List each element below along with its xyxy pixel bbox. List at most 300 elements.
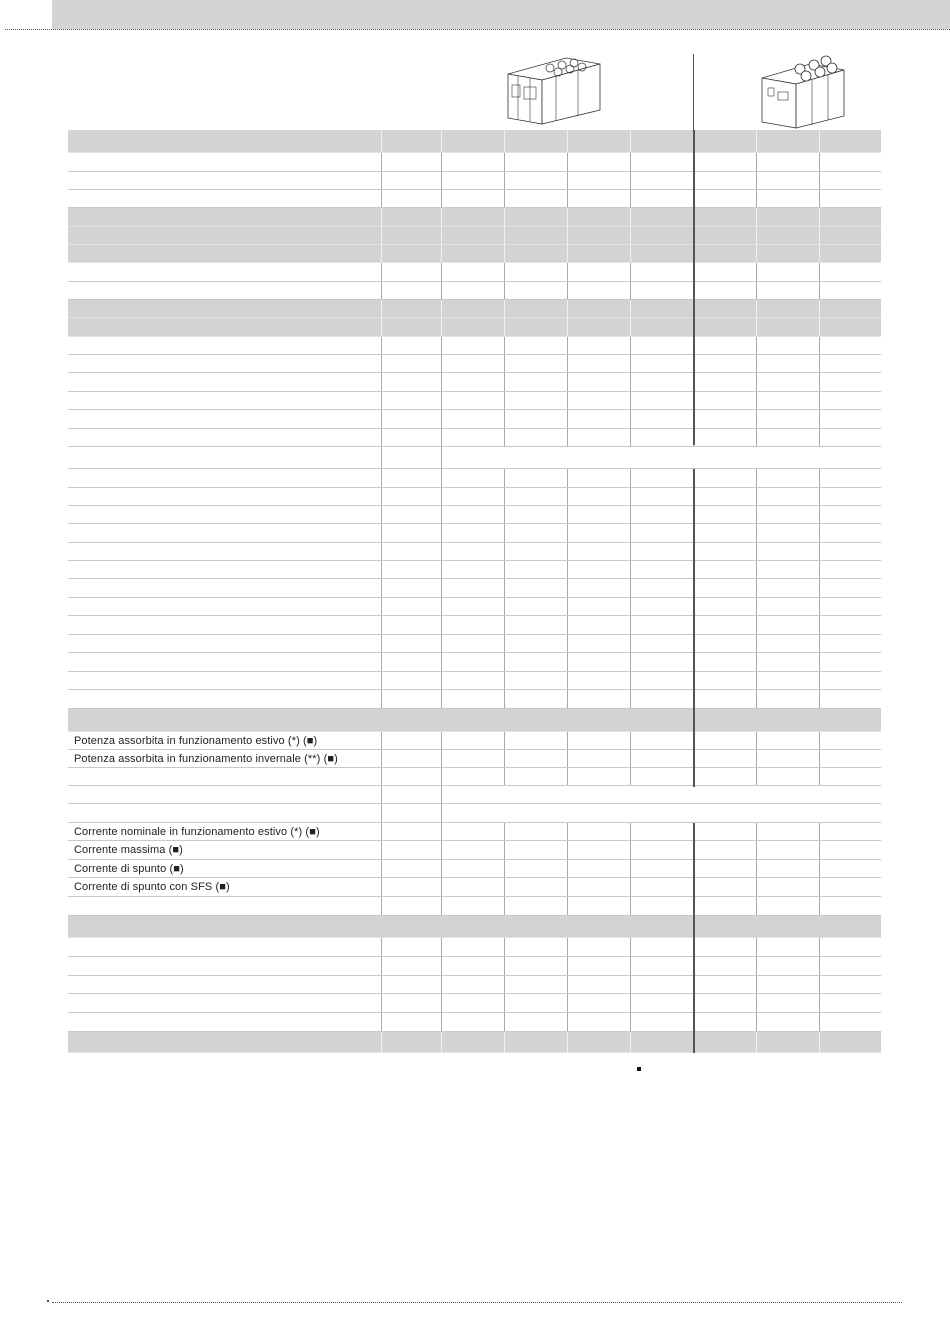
table-grid-line [756,616,757,634]
table-grid-line [381,208,382,226]
table-grid-line [819,653,820,671]
table-grid-line [441,579,442,597]
table-grid-line [819,190,820,207]
table-grid-line [504,190,505,207]
table-grid-line [630,392,631,409]
table-grid-line [381,543,382,560]
table-grid-line [756,768,757,785]
table-row [68,976,881,994]
table-grid-line [504,337,505,354]
table-row [68,957,881,976]
table-grid-line [630,976,631,993]
table-row [68,318,881,337]
table-row [68,447,881,469]
table-grid-line [819,263,820,281]
row-label: Corrente di spunto con SFS (■) [74,881,230,893]
table-grid-line [441,897,442,915]
table-grid-line [504,635,505,652]
table-row [68,263,881,282]
table-grid-line [756,263,757,281]
table-grid-line [504,579,505,597]
table-grid-line [504,410,505,428]
table-grid-line [756,208,757,226]
table-grid-line [567,337,568,354]
table-row [68,300,881,318]
table-grid-line [381,598,382,615]
table-grid-line [819,823,820,840]
table-grid-line [630,130,631,152]
table-grid-line [381,841,382,859]
table-grid-line [441,786,442,803]
table-grid-line [567,878,568,896]
table-grid-line [567,598,568,615]
table-grid-line [819,938,820,956]
table-grid-line [630,488,631,505]
table-grid-line [441,373,442,391]
table-grid-line [441,690,442,708]
table-grid-line [381,318,382,336]
table-grid-line [630,768,631,785]
table-row [68,282,881,300]
table-grid-line [819,579,820,597]
table-grid-line [567,732,568,749]
table-grid-line [567,488,568,505]
table-grid-line [441,957,442,975]
table-grid-line [819,635,820,652]
table-grid-line [441,598,442,615]
row-potenza-invernale [68,750,881,768]
table-grid-line [756,732,757,749]
table-grid-line [504,653,505,671]
table-grid-line [756,957,757,975]
table-row [68,616,881,635]
table-grid-line [630,410,631,428]
table-grid-line [630,543,631,560]
bottom-mark [47,1300,49,1302]
table-grid-line [630,750,631,767]
table-grid-line [441,750,442,767]
table-grid-line [441,392,442,409]
table-grid-line [819,690,820,708]
table-grid-line [381,897,382,915]
table-grid-line [504,994,505,1012]
table-grid-line [630,561,631,578]
table-row [68,672,881,690]
column-divider-table-upper [693,130,695,445]
table-grid-line [441,561,442,578]
row-label: Corrente di spunto (■) [74,863,184,875]
table-grid-line [819,598,820,615]
table-grid-line [381,355,382,372]
table-grid-line [630,337,631,354]
section-header-cell [68,916,441,937]
table-grid-line [819,227,820,244]
table-grid-line [630,208,631,226]
table-grid-line [381,282,382,299]
row-label: Corrente massima (■) [74,844,183,856]
table-grid-line [441,841,442,859]
table-grid-line [441,524,442,542]
table-grid-line [630,355,631,372]
table-grid-line [567,976,568,993]
table-grid-line [567,1032,568,1052]
table-grid-line [504,976,505,993]
table-grid-line [630,153,631,171]
table-grid-line [441,355,442,372]
table-grid-line [381,732,382,749]
column-divider-table-lower [693,823,695,1053]
table-grid-line [441,672,442,689]
table-row [68,543,881,561]
table-grid-line [756,823,757,840]
table-grid-line [567,355,568,372]
table-grid-line [630,190,631,207]
table-grid-line [819,318,820,336]
table-grid-line [567,300,568,317]
table-grid-line [630,841,631,859]
table-grid-line [819,732,820,749]
table-grid-line [756,506,757,523]
table-grid-line [381,561,382,578]
table-grid-line [381,938,382,956]
table-grid-line [819,208,820,226]
table-grid-line [756,337,757,354]
table-grid-line [756,672,757,689]
table-grid-line [819,976,820,993]
table-grid-line [630,653,631,671]
table-grid-line [504,524,505,542]
table-grid-line [504,897,505,915]
table-grid-line [504,208,505,226]
table-grid-line [567,130,568,152]
table-grid-line [441,282,442,299]
row-corrente-spunto [68,860,881,878]
table-grid-line [441,227,442,244]
table-grid-line [504,768,505,785]
table-grid-line [441,1013,442,1031]
table-grid-line [756,543,757,560]
table-grid-line [381,768,382,785]
table-grid-line [441,130,442,152]
table-grid-line [441,190,442,207]
table-grid-line [381,373,382,391]
table-row [68,561,881,579]
table-grid-line [630,616,631,634]
table-grid-line [381,994,382,1012]
table-grid-line [441,245,442,262]
table-grid-line [756,282,757,299]
table-row [68,208,881,227]
table-row [68,153,881,172]
table-grid-line [567,469,568,487]
table-grid-line [567,616,568,634]
table-grid-line [504,957,505,975]
table-grid-line [441,153,442,171]
table-row [68,938,881,957]
table-grid-line [441,488,442,505]
table-grid-line [630,263,631,281]
table-grid-line [504,732,505,749]
table-grid-line [819,337,820,354]
table-grid-line [630,732,631,749]
table-row [68,227,881,245]
table-grid-line [441,653,442,671]
table-grid-line [441,506,442,523]
table-grid-line [630,1032,631,1052]
table-grid-line [756,524,757,542]
table-grid-line [567,392,568,409]
table-grid-line [756,579,757,597]
table-grid-line [504,488,505,505]
table-grid-line [381,653,382,671]
table-grid-line [504,690,505,708]
table-grid-line [441,616,442,634]
table-grid-line [504,750,505,767]
table-grid-line [381,1032,382,1052]
table-grid-line [504,318,505,336]
table-grid-line [381,860,382,877]
section-header-values [441,709,881,731]
table-grid-line [630,469,631,487]
table-grid-line [630,672,631,689]
table-grid-line [441,300,442,317]
table-grid-line [819,469,820,487]
table-grid-line [567,208,568,226]
table-grid-line [567,227,568,244]
table-grid-line [381,337,382,354]
table-grid-line [504,373,505,391]
table-grid-line [441,804,442,822]
table-grid-line [756,373,757,391]
table-grid-line [756,750,757,767]
table-grid-line [381,429,382,446]
table-grid-line [630,860,631,877]
table-grid-line [567,672,568,689]
table-grid-line [819,524,820,542]
table-grid-line [441,768,442,785]
table-grid-line [504,282,505,299]
table-grid-line [819,672,820,689]
table-grid-line [819,750,820,767]
table-grid-line [441,318,442,336]
table-grid-line [381,672,382,689]
table-grid-line [504,263,505,281]
table-grid-line [567,841,568,859]
table-row [68,506,881,524]
table-row [68,373,881,392]
table-grid-line [381,579,382,597]
table-grid-line [504,355,505,372]
table-grid-line [630,300,631,317]
table-grid-line [504,300,505,317]
table-grid-line [567,318,568,336]
table-grid-line [381,786,382,803]
table-grid-line [819,841,820,859]
table-grid-line [819,1013,820,1031]
table-grid-line [567,957,568,975]
table-grid-line [630,282,631,299]
table-grid-line [381,690,382,708]
table-grid-line [567,635,568,652]
table-row [68,488,881,506]
table-grid-line [381,1013,382,1031]
table-grid-line [441,208,442,226]
table-grid-line [819,994,820,1012]
table-grid-line [567,190,568,207]
table-grid-line [504,506,505,523]
table-grid-line [504,543,505,560]
table-row [68,337,881,355]
table-grid-line [441,878,442,896]
table-grid-line [819,506,820,523]
table-grid-line [630,598,631,615]
table-grid-line [441,172,442,189]
table-grid-line [441,337,442,354]
table-grid-line [756,130,757,152]
table-grid-line [381,172,382,189]
table-grid-line [441,994,442,1012]
table-grid-line [504,172,505,189]
table-grid-line [630,429,631,446]
table-grid-line [504,938,505,956]
row-label: Potenza assorbita in funzionamento estivo (*) (■) [74,735,318,747]
heat-pump-unit-image [754,50,848,130]
table-row [68,469,881,488]
chiller-unit-image [506,52,602,126]
table-grid-line [441,635,442,652]
table-row [68,579,881,598]
table-grid-line [756,994,757,1012]
row-corrente-spunto-sfs [68,878,881,897]
table-grid-line [441,543,442,560]
row-label: Potenza assorbita in funzionamento invernale (**) (■) [74,753,338,765]
table-grid-line [504,860,505,877]
row-corrente-nominale [68,823,881,841]
table-grid-line [504,392,505,409]
table-grid-line [567,543,568,560]
table-grid-line [756,392,757,409]
table-grid-line [630,245,631,262]
table-grid-line [381,447,382,468]
table-grid-line [756,561,757,578]
table-grid-line [381,153,382,171]
table-grid-line [504,469,505,487]
footnote-bullet [637,1067,641,1071]
table-grid-line [756,1013,757,1031]
table-grid-line [630,579,631,597]
table-grid-line [630,823,631,840]
table-grid-line [567,263,568,281]
table-grid-line [504,598,505,615]
table-grid-line [756,190,757,207]
table-grid-line [504,841,505,859]
table-grid-line [567,653,568,671]
table-grid-line [819,543,820,560]
table-grid-line [567,373,568,391]
bottom-dotted-rule [52,1302,902,1303]
table-grid-line [381,227,382,244]
table-grid-line [756,878,757,896]
table-row [68,804,881,823]
table-grid-line [381,263,382,281]
table-grid-line [630,524,631,542]
table-grid-line [630,878,631,896]
table-grid-line [567,823,568,840]
table-grid-line [441,410,442,428]
table-grid-line [567,938,568,956]
table-grid-line [756,410,757,428]
table-row [68,897,881,916]
table-grid-line [756,897,757,915]
table-grid-line [567,897,568,915]
table-grid-line [819,153,820,171]
table-row [68,709,881,732]
table-grid-line [756,938,757,956]
table-grid-line [504,878,505,896]
table-grid-line [567,579,568,597]
table-grid-line [381,245,382,262]
table-grid-line [441,860,442,877]
table-grid-line [567,750,568,767]
table-grid-line [381,823,382,840]
table-row [68,690,881,709]
table-grid-line [819,130,820,152]
table-grid-line [381,976,382,993]
table-row [68,1013,881,1032]
column-divider-top [693,54,694,130]
table-grid-line [819,897,820,915]
table-grid-line [441,1032,442,1052]
table-grid-line [630,897,631,915]
table-grid-line [819,392,820,409]
table-grid-line [441,429,442,446]
table-row [68,786,881,804]
table-grid-line [441,469,442,487]
table-grid-line [756,635,757,652]
table-grid-line [381,488,382,505]
table-grid-line [819,957,820,975]
table-row [68,653,881,672]
table-grid-line [819,300,820,317]
table-grid-line [819,245,820,262]
table-grid-line [381,506,382,523]
table-grid-line [441,732,442,749]
table-grid-line [504,616,505,634]
table-grid-line [756,172,757,189]
table-grid-line [630,938,631,956]
table-row [68,130,881,153]
row-potenza-estivo [68,732,881,750]
table-grid-line [756,841,757,859]
table-grid-line [756,355,757,372]
table-row [68,355,881,373]
table-row [68,635,881,653]
table-grid-line [381,750,382,767]
table-grid-line [756,598,757,615]
table-row [68,190,881,208]
table-grid-line [567,690,568,708]
table-grid-line [381,524,382,542]
table-grid-line [567,153,568,171]
table-grid-line [819,768,820,785]
column-divider-table-mid [693,469,695,787]
table-grid-line [381,469,382,487]
table-grid-line [567,860,568,877]
header-bar [52,0,950,29]
table-grid-line [630,1013,631,1031]
table-grid-line [756,690,757,708]
table-grid-line [441,447,442,468]
